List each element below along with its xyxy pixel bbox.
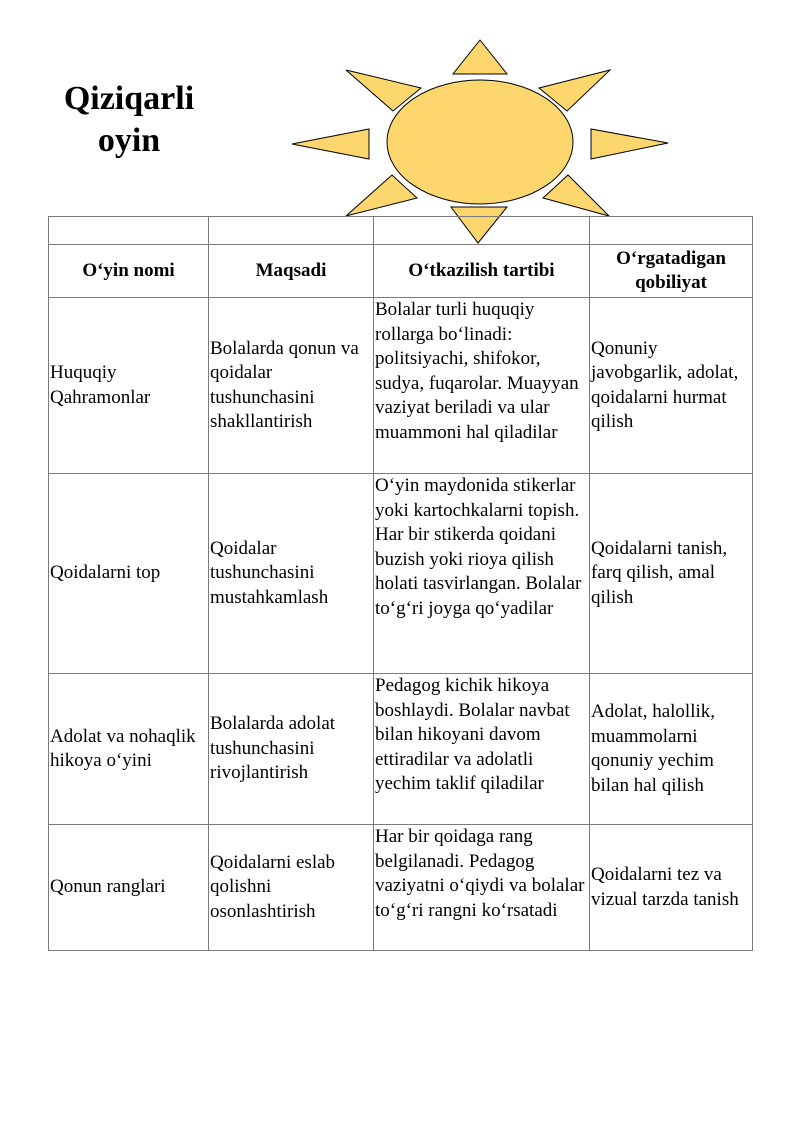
game-name: Qoidalarni top (49, 474, 209, 674)
sun-ray-right (591, 129, 668, 159)
table-row (49, 674, 753, 825)
sun-ray-top (453, 40, 507, 74)
header-name: O‘yin nomi (49, 245, 209, 298)
sun-ray-bottom-left (346, 175, 417, 216)
table-row (49, 298, 753, 474)
game-name: Huquqiy Qahramonlar (49, 298, 209, 474)
table-header-row (49, 245, 753, 298)
game-name: Adolat va nohaqlik hikoya o‘yini (49, 674, 209, 825)
game-skill: Qoidalarni tanish, farq qilish, amal qilish (590, 474, 753, 674)
header-procedure: O‘tkazilish tartibi (374, 245, 590, 298)
sun-body (387, 80, 573, 204)
table-row (49, 825, 753, 951)
game-procedure: Har bir qoidaga rang belgilanadi. Pedagog vaziyatni o‘qiydi va bolalar to‘g‘ri rangni ko‘rsatadi (374, 825, 590, 951)
header-goal: Maqsadi (209, 245, 374, 298)
game-skill: Adolat, halollik, muammolarni qonuniy yechim bilan hal qilish (590, 674, 753, 825)
page-title: Qiziqarli oyin (63, 80, 195, 159)
game-goal: Bolalarda qonun va qoidalar tushunchasini shakllantirish (209, 298, 374, 474)
game-skill: Qonuniy javobgarlik, adolat, qoidalarni hurmat qilish (590, 298, 753, 474)
game-procedure: Bolalar turli huquqiy rollarga bo‘linadi: politsiyachi, shifokor, sudya, fuqarolar. Muayyan vaziyat beriladi va ular muammoni hal qiladilar (374, 298, 590, 474)
table-empty-row (49, 217, 753, 245)
game-name: Qonun ranglari (49, 825, 209, 951)
header-skill: O‘rgatadigan qobiliyat (590, 245, 753, 298)
game-procedure: O‘yin maydonida stikerlar yoki kartochkalarni topish. Har bir stikerda qoidani buzish yoki rioya qilish holati tasvirlangan. Bolalar to‘g‘ri joyga qo‘yadilar (374, 474, 590, 674)
sun-icon (290, 36, 670, 246)
game-goal: Qoidalarni eslab qolishni osonlashtirish (209, 825, 374, 951)
table-row (49, 474, 753, 674)
game-skill: Qoidalarni tez va vizual tarzda tanish (590, 825, 753, 951)
game-goal: Bolalarda adolat tushunchasini rivojlantirish (209, 674, 374, 825)
games-table (48, 216, 753, 951)
game-goal: Qoidalar tushunchasini mustahkamlash (209, 474, 374, 674)
game-procedure: Pedagog kichik hikoya boshlaydi. Bolalar navbat bilan hikoyani davom ettiradilar va adolatli yechim taklif qiladilar (374, 674, 590, 825)
sun-ray-left (292, 129, 369, 159)
